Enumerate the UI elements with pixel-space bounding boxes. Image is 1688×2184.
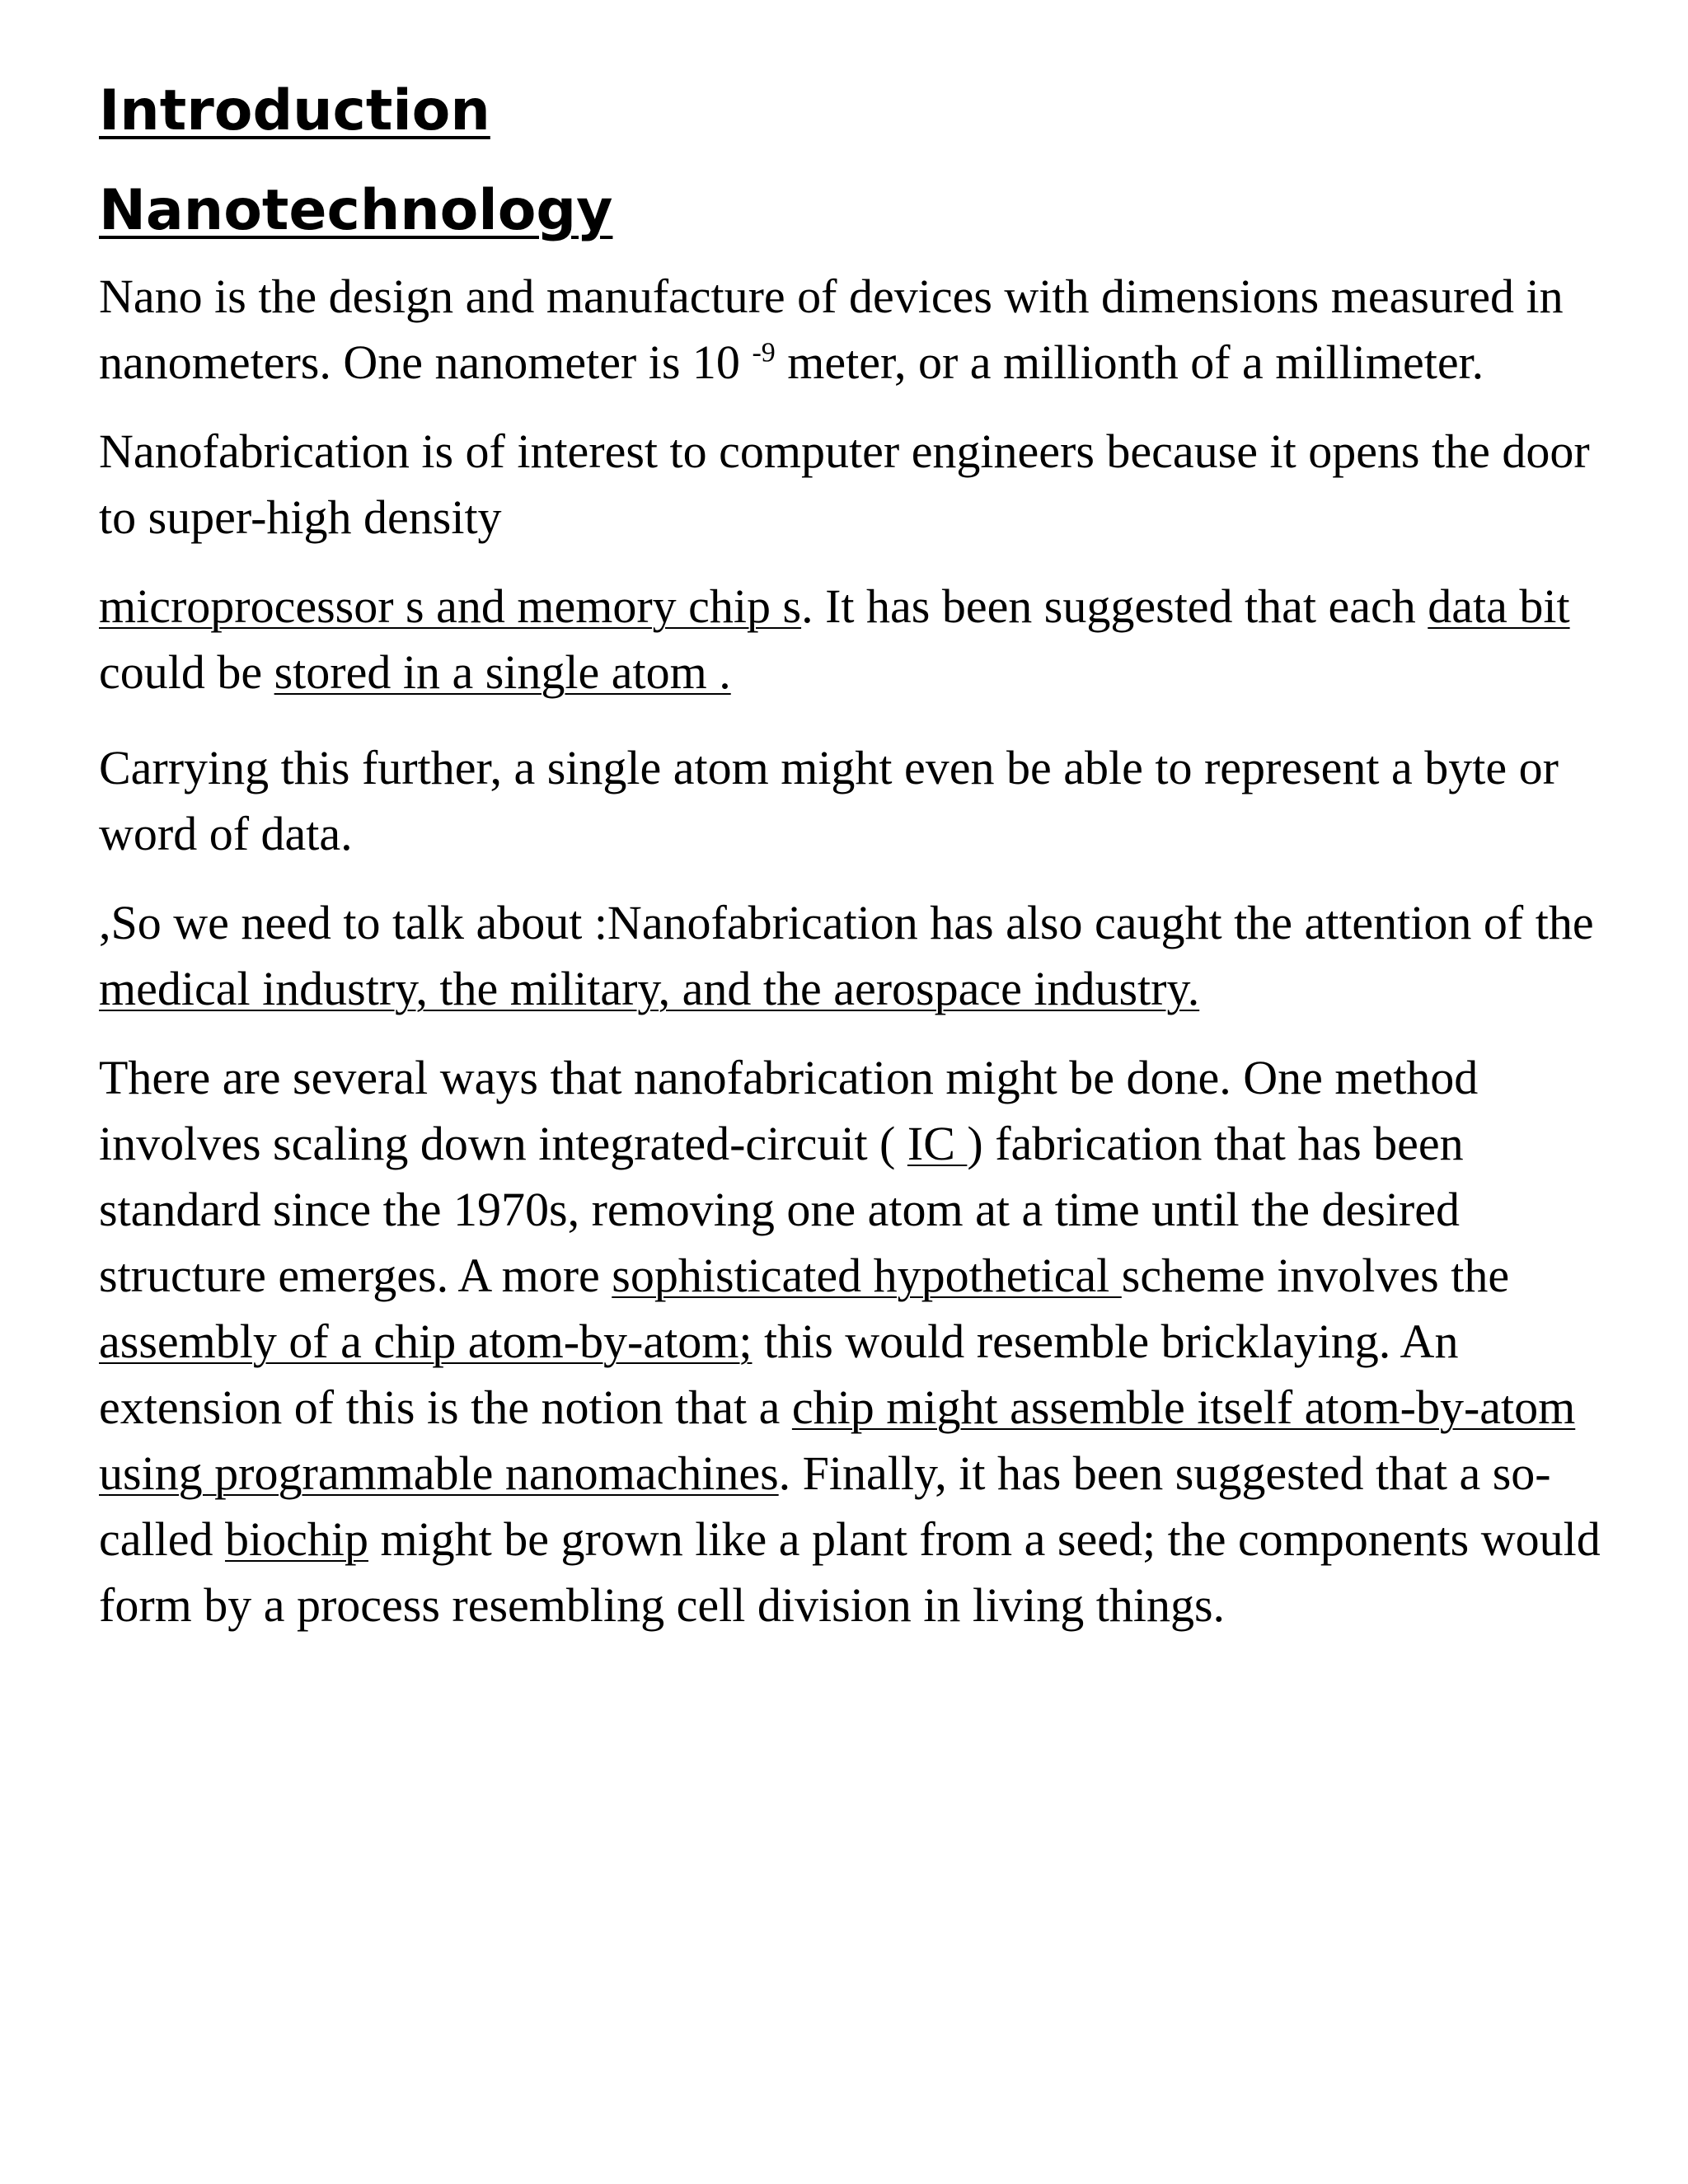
underlined-biochip: biochip [224,1512,368,1566]
underlined-sophisticated-hypothetical: sophisticated hypothetical [612,1249,1122,1302]
text-segment: . Finally, it has been suggested that a so-called [99,1446,1551,1566]
text-segment: could be [99,645,274,699]
underlined-industries: medical industry, the military, and the aerospace industry. [99,962,1200,1015]
text-segment: There are several ways that nanofabrication might be done. One method involves scaling down integrated-circuit ( [99,1051,1479,1170]
document-page [99,76,1607,1661]
paragraph-definition-text-a: Nano is the design and manufacture of devices with dimensions measured in nanometers. One nanometer is 10 [99,269,1564,389]
paragraph-methods [99,1045,1607,1638]
text-segment: ) fabrication that has been standard since the 1970s, removing one atom at a time until the desired structure emerges. A more [99,1117,1464,1302]
underlined-data-bit: data bit [1428,579,1570,633]
underlined-stored-atom: stored in a single atom . [274,645,731,699]
underlined-ic: IC [907,1117,968,1170]
underlined-assembly: assembly of a chip atom-by-atom; [99,1315,753,1368]
text-segment: might be grown like a plant from a seed; the components would form by a process resembling cell division in living things. [99,1512,1601,1632]
paragraph-definition [99,264,1607,396]
underlined-microprocessors: microprocessor s and memory chip s [99,579,802,633]
heading-introduction: Introduction [99,78,490,143]
paragraph-nanofabrication-interest: Nanofabrication is of interest to computer engineers because it opens the door to super-high density [99,424,1590,544]
underlined-nanomachines: chip might assemble itself atom-by-atom using programmable nanomachines [99,1380,1576,1500]
paragraph-byte-word: Carrying this further, a single atom might even be able to represent a byte or word of data. [99,741,1559,860]
text-segment: . It has been suggested that each [801,579,1428,633]
paragraph-data-storage [99,574,1607,705]
text-segment: scheme involves the [1121,1249,1510,1302]
paragraph-definition-text-b: meter, or a millionth of a millimeter. [775,335,1484,389]
text-segment: this would resemble bricklaying. An extension of this is the notion that a [99,1315,1459,1434]
paragraph-industries [99,890,1607,1022]
exponent: -9 [752,337,776,368]
text-segment: ,So we need to talk about :Nanofabrication has also caught the attention of the [99,896,1594,949]
heading-nanotechnology: Nanotechnology [99,178,613,243]
